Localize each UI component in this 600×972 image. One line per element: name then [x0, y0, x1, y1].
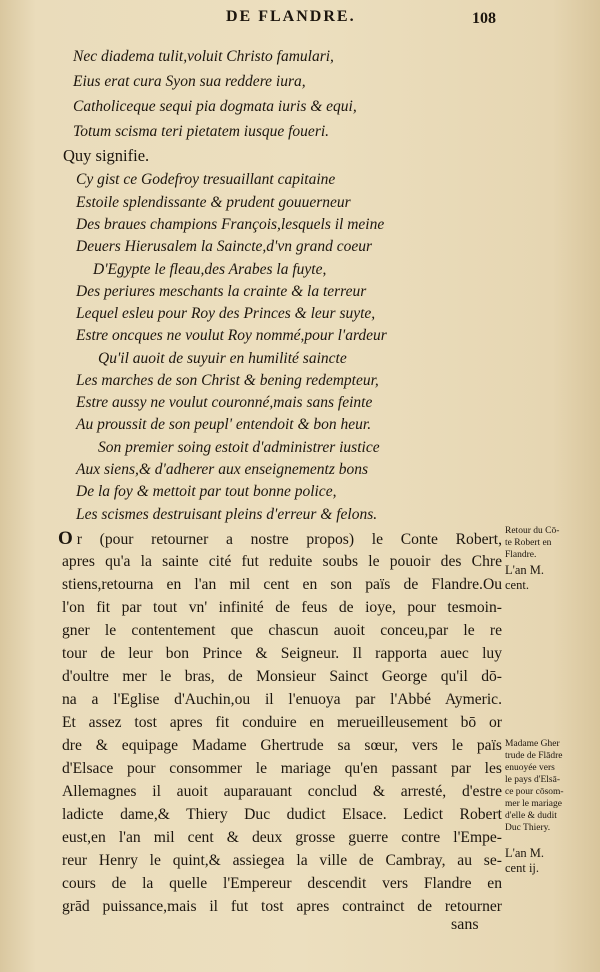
verse-line: Les marches de son Christ & bening redempteur, [76, 372, 379, 389]
verse-line: Lequel esleu pour Roy des Princes & leur suyte, [76, 305, 376, 322]
verse-line: D'Egypte le fleau,des Arabes la fuyte, [93, 261, 327, 278]
margin-note: Madame Gher trude de Flādre enuoyée vers le pays d'Elsā- ce pour cōsom- mer le mariage d'elle & dudit Duc Thiery. [505, 739, 564, 833]
margin-note: Retour du Cō- te Robert en Flandre. [505, 526, 560, 560]
section-label: Quy signifie. [63, 146, 150, 165]
drop-capital: O [58, 528, 73, 549]
prose-line: Et assez tost apres fit conduire en merueilleusement bō or [62, 714, 502, 731]
prose-line: dre & equipage Madame Ghertrude sa sœur, vers le païs [62, 737, 502, 754]
catchword: sans [451, 916, 479, 933]
verse-line: Cy gist ce Godefroy tresuaillant capitaine [76, 171, 336, 188]
verse-line: Son premier soing estoit d'administrer iustice [98, 439, 380, 456]
prose-line: ladicte dame,& Thiery Duc dudict Elsace. Ledict Robert [62, 806, 502, 823]
verse-line: Nec diadema tulit,voluit Christo famulari, [73, 48, 334, 65]
verse-line: Qu'il auoit de suyuir en humilité saincte [98, 350, 347, 367]
verse-line: Catholiceque sequi pia dogmata iuris & equi, [73, 98, 357, 115]
prose-line: gner le contentement que chascun auoit conceu,par le re [62, 622, 502, 639]
prose-line: na a l'Eglise d'Auchin,ou il l'enuoya par l'Abbé Aymeric. [62, 691, 502, 708]
margin-note-date: L'an M. cent ij. [505, 846, 545, 875]
prose-line: cours de la quelle l'Empereur descendit vers Flandre en [62, 875, 502, 892]
verse-line: Des braues champions François,lesquels il meine [76, 216, 385, 233]
verse-line: Des periures meschants la crainte & la terreur [76, 283, 367, 300]
prose-line: tour de leur bon Prince & Seigneur. Il rapporta auec luy [62, 645, 502, 662]
page-number: 108 [472, 10, 496, 27]
running-head: DE FLANDRE. [226, 8, 356, 25]
prose-line: d'oultre mer le bras, de Monsieur Sainct George qu'il dō- [62, 668, 502, 685]
prose-line: stiens,retourna en l'an mil cent en son païs de Flandre.Ou [62, 576, 502, 593]
verse-line: Totum scisma teri pietatem iusque foueri. [73, 123, 330, 140]
verse-line: Eius erat cura Syon sua reddere iura, [73, 73, 306, 90]
prose-line: eust,en l'an mil cent & deux grosse guerre contre l'Empe- [62, 829, 502, 846]
verse-line: Les scismes destruisant pleins d'erreur & felons. [76, 506, 378, 523]
verse-line: Estoile splendissante & prudent gouuerneur [76, 194, 351, 211]
prose-line: grād puissance,mais il fut tost apres contrainct de retourner [62, 898, 502, 915]
verse-line: Au proussit de son peupl' entendoit & bon heur. [76, 416, 372, 433]
prose-line: reur Henry le quint,& assiegea la ville de Cambray, au se- [62, 852, 502, 869]
prose-line: d'Elsace pour consommer le mariage qu'en passant par les [62, 760, 502, 777]
prose-line: apres qu'a la sainte cité fut reduite soubs le pouoir des Chre [62, 553, 502, 570]
margin-note-date: L'an M. cent. [505, 563, 545, 592]
prose-line: l'on fit par tout vn' infinité de feus de ioye, pour tesmoin- [62, 599, 502, 616]
verse-line: Aux siens,& d'adherer aux enseignementz bons [76, 461, 369, 478]
prose-line: Allemagnes il auoit auparauant conclud & arresté, d'estre [62, 783, 502, 800]
prose-line: O r (pour retourner a nostre propos) le Conte Robert, [58, 528, 502, 549]
verse-line: Estre aussy ne voulut couronné,mais sans feinte [76, 394, 373, 411]
verse-line: De la foy & mettoit par tout bonne police, [76, 483, 337, 500]
verse-line: Deuers Hierusalem la Saincte,d'vn grand coeur [76, 238, 373, 255]
verse-line: Estre oncques ne voulut Roy nommé,pour l'ardeur [76, 327, 387, 344]
